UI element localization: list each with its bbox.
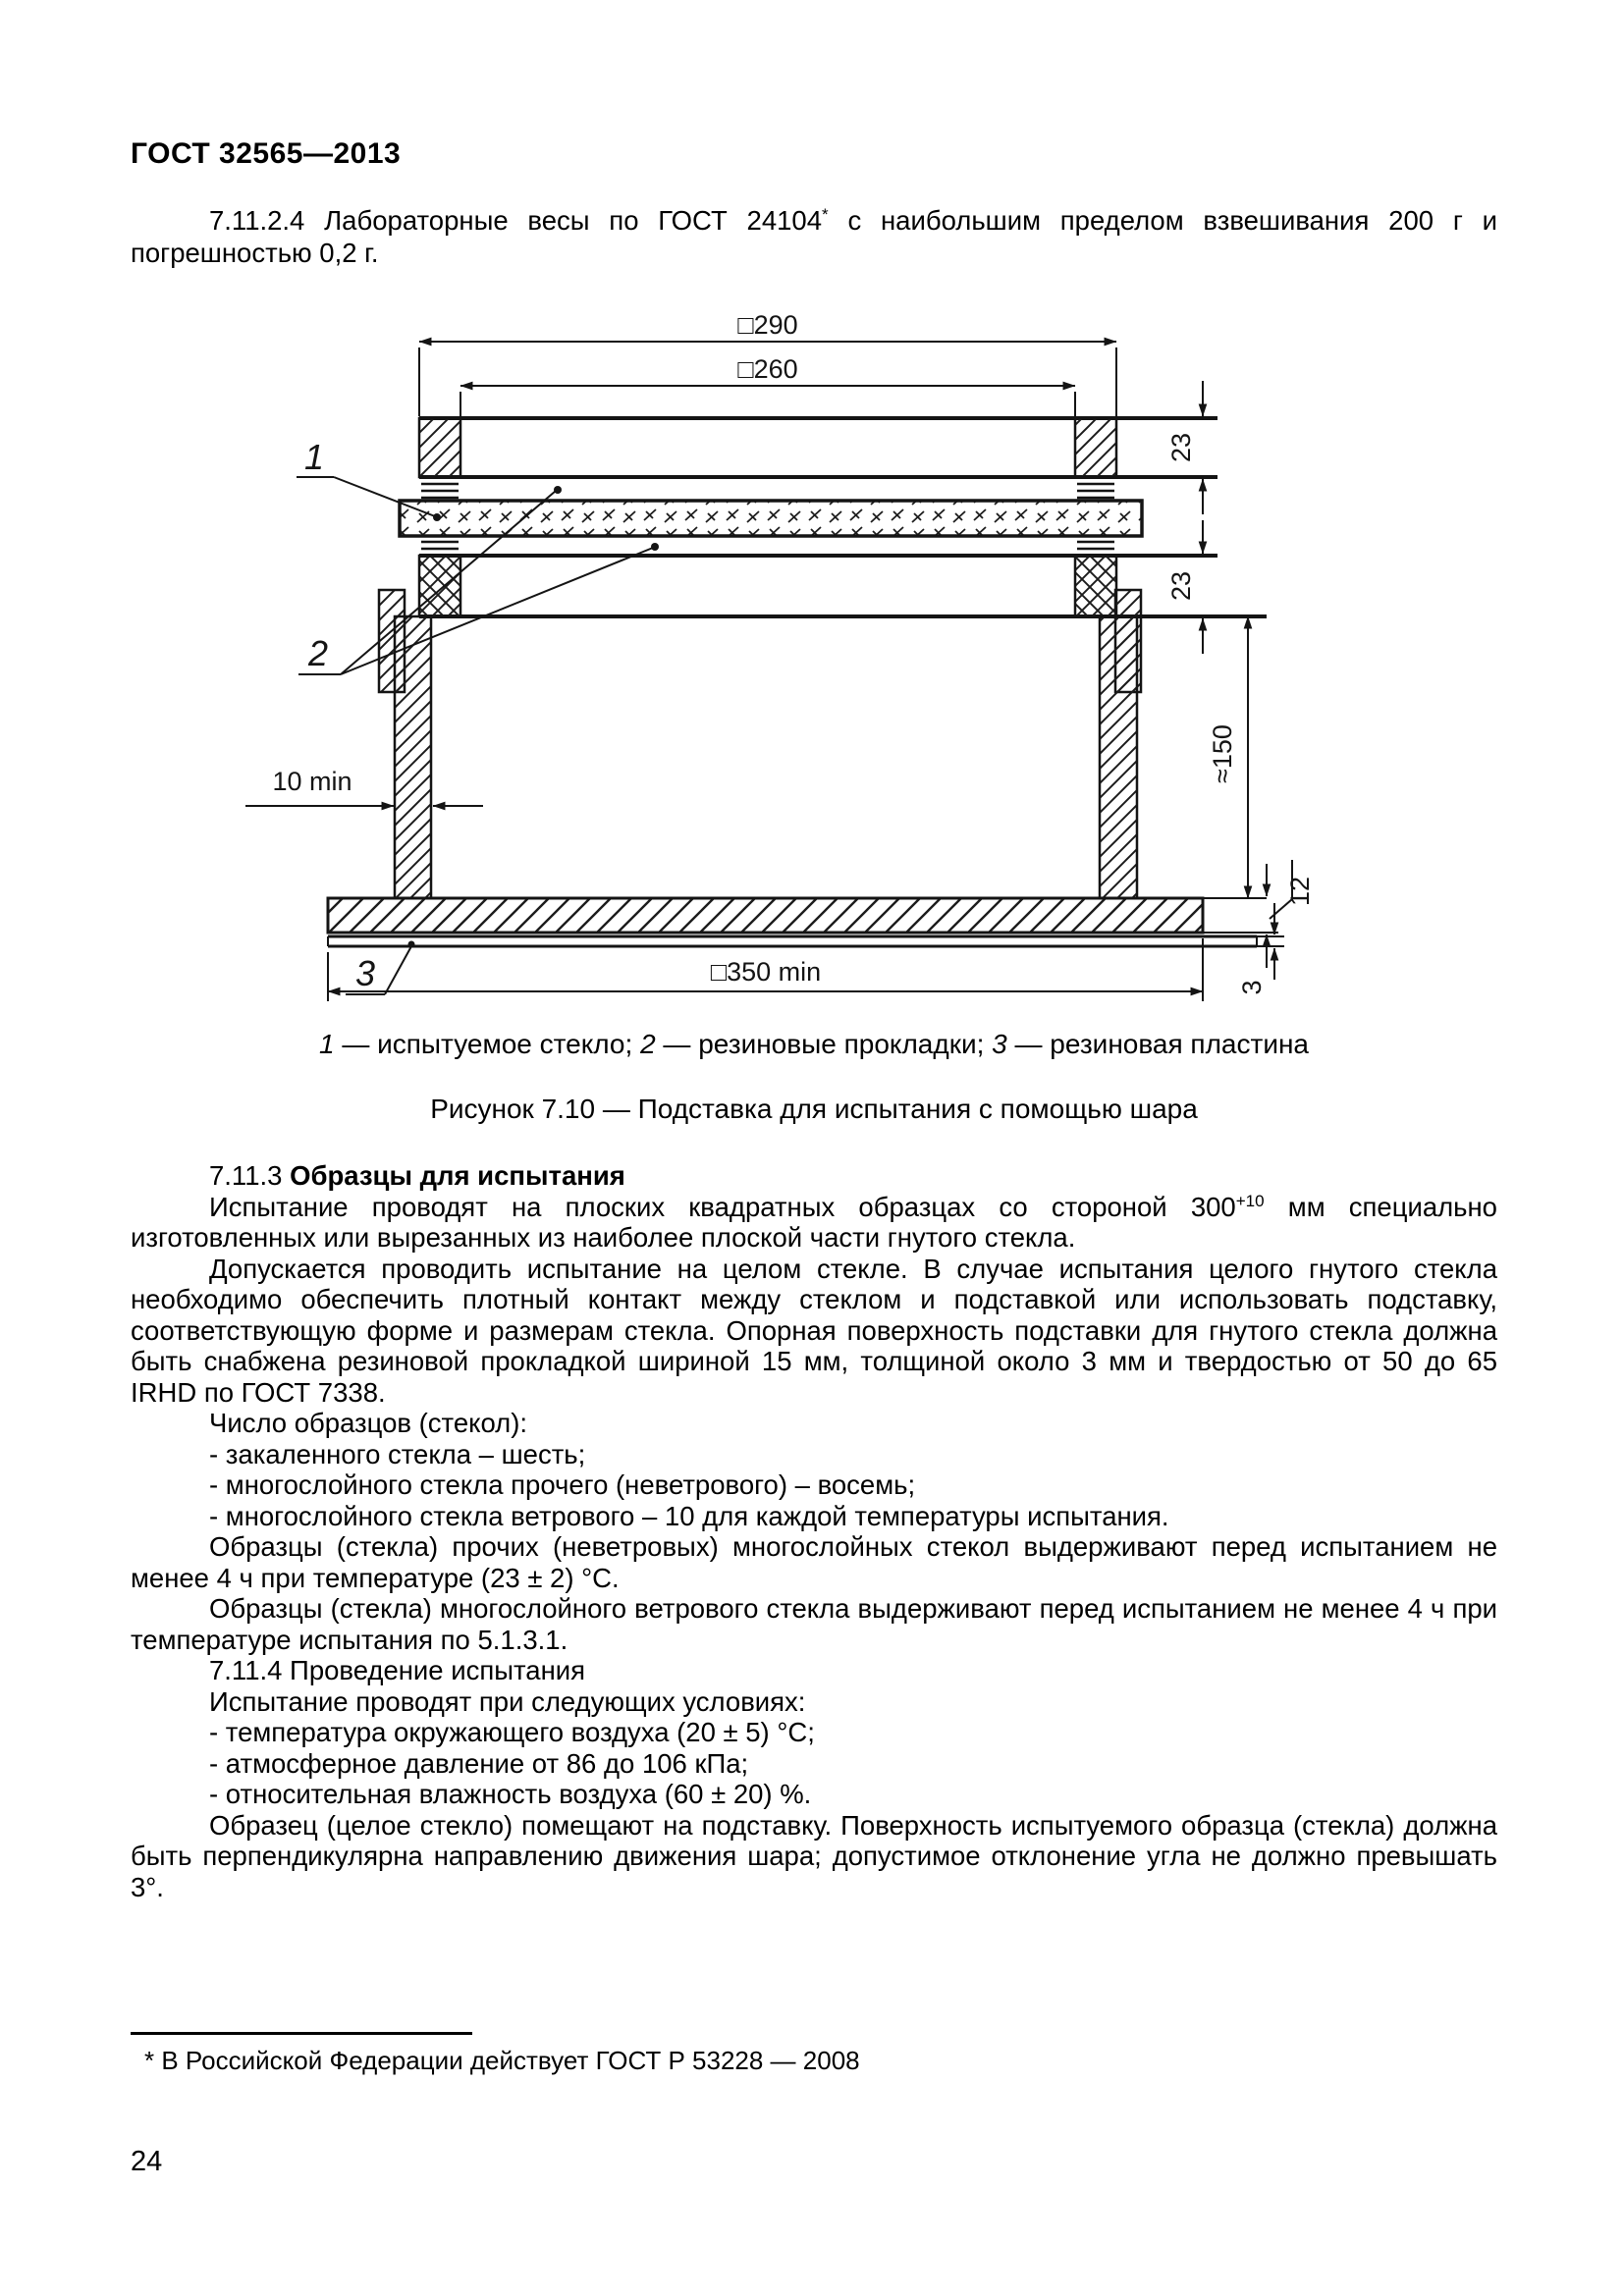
upper-frame: [419, 418, 1217, 477]
dim-label-23-top: 23: [1166, 432, 1196, 463]
paragraph: Испытание проводят при следующих условиях:: [209, 1685, 806, 1717]
doc-header: ГОСТ 32565—2013: [131, 137, 402, 170]
paragraph: Образцы (стекла) многослойного ветрового стекла выдерживают перед испытанием не менее 4 ч при температуре испытания по 5.1.3.1.: [131, 1593, 1497, 1655]
list-item: - многослойного стекла ветрового – 10 для каждой температуры испытания.: [209, 1500, 1169, 1531]
paragraph-text-part: с наибольшим пределом взвешивания 200 г и погрешностью 0,2 г.: [131, 205, 1498, 268]
figure-7-10: [187, 312, 1492, 1031]
caption-text-2: — резиновые прокладки;: [655, 1029, 993, 1059]
heading-title: Образцы для испытания: [290, 1160, 625, 1191]
page-number: 24: [131, 2146, 163, 2177]
dim-label-10min: 10 min: [272, 767, 352, 796]
lower-frame-section-right: [1075, 556, 1116, 616]
lower-frame-section-left: [419, 556, 460, 616]
dimension-260: [460, 386, 1075, 416]
support-box: [379, 590, 1141, 898]
paragraph-7-11-2-4: [131, 204, 1497, 269]
heading-7-11-4: 7.11.4 Проведение испытания: [209, 1655, 586, 1685]
caption-text-1: — испытуемое стекло;: [334, 1029, 641, 1059]
dimension-3: [1257, 903, 1284, 980]
paragraph: Образец (целое стекло) помещают на подставку. Поверхность испытуемого образца (стекла) должна быть перпендикулярна направлению движения шара; допустимое отклонение угла не должно превышать 3°.: [131, 1809, 1497, 1902]
part-label-glass: 1: [303, 437, 325, 477]
list-item: - относительная влажность воздуха (60 ± 20) %.: [209, 1779, 812, 1809]
footnote: * В Российской Федерации действует ГОСТ Р 53228 — 2008: [144, 2046, 860, 2075]
caption-num-3: 3: [992, 1029, 1007, 1059]
body-text: [131, 1160, 1497, 1902]
list-item: - многослойного стекла прочего (неветрового) – восемь;: [209, 1469, 916, 1500]
heading-7-11-3: [131, 1160, 1497, 1192]
paragraph-text-part: мм специально изготовленных или вырезанных из наиболее плоской части гнутого стекла.: [131, 1191, 1497, 1253]
support-wall-right: [1100, 616, 1137, 898]
part-label-plate: 3: [354, 953, 376, 993]
footnote-rule: [131, 2032, 472, 2035]
caption-num-2: 2: [640, 1029, 656, 1059]
rubber-gasket-upper: [421, 484, 1114, 498]
list-item: - закаленного стекла – шесть;: [209, 1438, 586, 1469]
list-item: - атмосферное давление от 86 до 106 кПа;: [209, 1747, 749, 1779]
dim-label-350: □350 min: [710, 957, 822, 987]
figure-title: Рисунок 7.10 — Подставка для испытания с помощью шара: [430, 1094, 1198, 1124]
tolerance-superscript: +10: [1235, 1191, 1265, 1210]
paragraph-text-part: Испытание проводят на плоских квадратных образцах со стороной 300: [209, 1191, 1236, 1222]
paragraph-text-part: 7.11.2.4 Лабораторные весы по ГОСТ 24104: [209, 205, 823, 236]
test-glass: [400, 501, 1142, 536]
dim-label-150: ≈150: [1208, 724, 1237, 783]
upper-frame-section-left: [419, 418, 460, 477]
paragraph: Число образцов (стекол):: [209, 1408, 528, 1438]
caption-text-3: — резиновая пластина: [1006, 1029, 1309, 1059]
dim-label-23-bottom: 23: [1166, 570, 1196, 602]
dim-label-260: □260: [737, 354, 798, 384]
base-sheet: [328, 936, 1257, 946]
paragraph-text: [131, 204, 1497, 269]
figure-caption: [131, 1029, 1497, 1060]
part-label-3-group: [346, 941, 415, 995]
figure-7-10-drawing: [187, 312, 1492, 1031]
dim-label-3: 3: [1237, 980, 1267, 995]
part-label-gaskets: 2: [307, 633, 329, 673]
caption-num-1: 1: [318, 1029, 335, 1059]
footnote-asterisk: *: [822, 204, 829, 224]
dim-label-290: □290: [737, 312, 798, 340]
rubber-gasket-lower: [421, 542, 1114, 549]
upper-frame-section-right: [1075, 418, 1116, 477]
paragraph: Допускается проводить испытание на целом стекле. В случае испытания целого гнутого стекла необходимо обеспечить плотный контакт между стеклом и подставкой или использовать подставку, соответствующую форме и размерам стекла. Опорная поверхность подставки для гнутого стекла должна быть снабжена резиновой прокладкой шириной 15 мм, толщиной около 3 мм и твердостью от 50 до 65 IRHD по ГОСТ 7338.: [131, 1253, 1497, 1408]
paragraph: [131, 1192, 1497, 1254]
support-wall-left: [395, 616, 431, 898]
paragraph: Образцы (стекла) прочих (неветровых) многослойных стекол выдерживают перед испытанием не менее 4 ч при температуре (23 ± 2) °С.: [131, 1531, 1497, 1593]
heading-number: 7.11.3: [209, 1160, 291, 1191]
list-item: - температура окружающего воздуха (20 ± 5) °С;: [209, 1717, 815, 1747]
rubber-plate: [328, 898, 1203, 933]
dim-label-12: 12: [1285, 876, 1315, 907]
